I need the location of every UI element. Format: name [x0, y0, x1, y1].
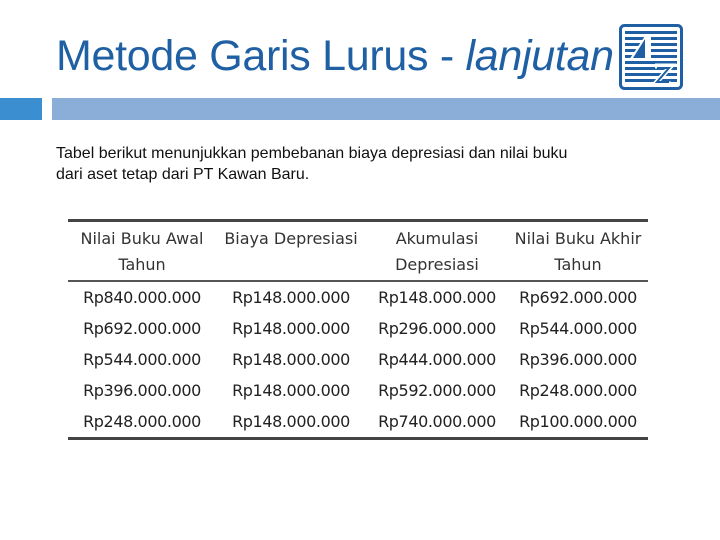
table-cell: Rp100.000.000 — [519, 412, 637, 431]
table-cell: Rp544.000.000 — [83, 350, 201, 369]
header-biaya-depresiasi — [216, 221, 366, 282]
table-header — [68, 221, 648, 282]
table-cell: Rp148.000.000 — [232, 381, 350, 400]
stacked-stripes-logo-icon — [619, 24, 683, 90]
header-akumulasi-depresiasi — [366, 221, 508, 282]
table-row — [68, 313, 648, 344]
table-cell: Rp248.000.000 — [519, 381, 637, 400]
header-line: Tahun — [554, 255, 602, 274]
table-cell: Rp692.000.000 — [519, 288, 637, 307]
header-nilai-buku-akhir — [508, 221, 648, 282]
header-row — [68, 221, 648, 282]
table-cell: Rp148.000.000 — [232, 412, 350, 431]
header-line: Nilai Buku Awal — [80, 229, 204, 248]
intro-line-1: Tabel berikut menunjukkan pembebanan biaya depresiasi dan nilai buku — [56, 145, 568, 162]
table-cell: Rp396.000.000 — [519, 350, 637, 369]
accent-bar — [52, 98, 720, 120]
table-row — [68, 375, 648, 406]
intro-line-2: dari aset tetap dari PT Kawan Baru. — [56, 166, 310, 183]
table-cell: Rp296.000.000 — [378, 319, 496, 338]
table-cell: Rp396.000.000 — [83, 381, 201, 400]
table-cell: Rp740.000.000 — [378, 412, 496, 431]
table-cell: Rp248.000.000 — [83, 412, 201, 431]
table-cell: Rp148.000.000 — [232, 288, 350, 307]
table-cell: Rp692.000.000 — [83, 319, 201, 338]
table-cell: Rp148.000.000 — [378, 288, 496, 307]
header-nilai-buku-awal — [68, 221, 216, 282]
header-line: Biaya Depresiasi — [224, 229, 358, 248]
table-row — [68, 406, 648, 439]
table-cell: Rp444.000.000 — [378, 350, 496, 369]
table-row — [68, 344, 648, 375]
title-italic: lanjutan — [465, 32, 614, 80]
slide-title — [56, 32, 614, 81]
title-main: Metode Garis Lurus - — [56, 32, 466, 80]
table-cell: Rp840.000.000 — [83, 288, 201, 307]
intro-text — [56, 143, 646, 185]
header-line: Tahun — [118, 255, 166, 274]
table-body — [68, 281, 648, 439]
header-line: Depresiasi — [395, 255, 479, 274]
accent-block — [0, 98, 42, 120]
depreciation-table — [68, 219, 648, 440]
header-line: Akumulasi — [395, 229, 479, 248]
depreciation-table-container — [68, 219, 648, 440]
table-cell: Rp148.000.000 — [232, 319, 350, 338]
header-line: Nilai Buku Akhir — [514, 229, 642, 248]
table-cell: Rp544.000.000 — [519, 319, 637, 338]
table-cell: Rp592.000.000 — [378, 381, 496, 400]
table-cell: Rp148.000.000 — [232, 350, 350, 369]
table-row — [68, 281, 648, 313]
